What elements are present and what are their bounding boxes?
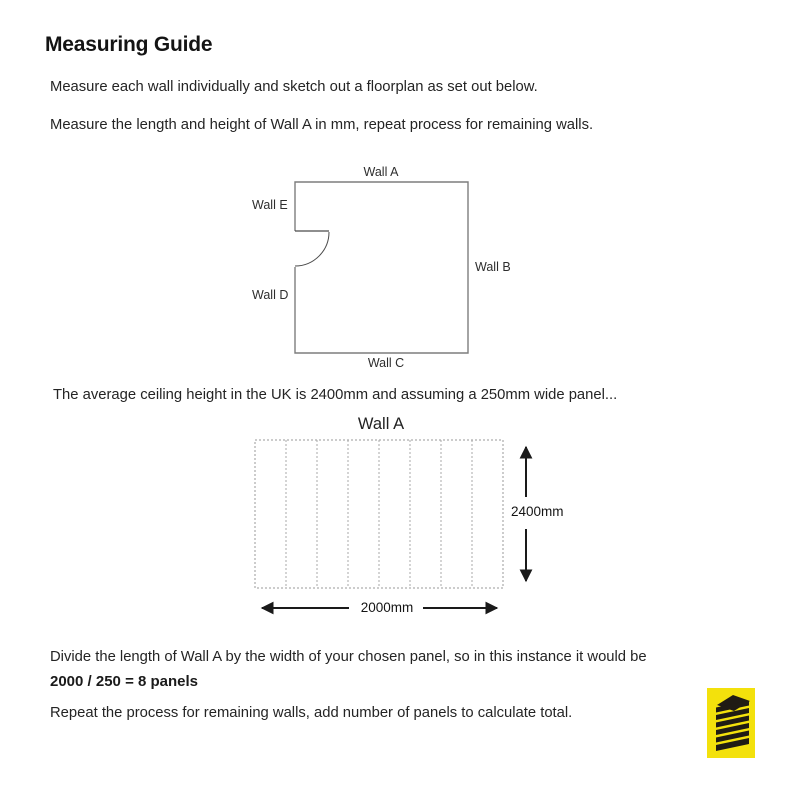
divide-formula: 2000 / 250 = 8 panels	[50, 673, 199, 690]
floorplan-label-wall-d: Wall D	[252, 288, 289, 302]
ceiling-note: The average ceiling height in the UK is 2400mm and assuming a 250mm wide panel...	[53, 387, 618, 403]
brand-logo	[707, 688, 755, 758]
door-swing-arc	[295, 232, 329, 266]
divide-instruction: Divide the length of Wall A by the width of your chosen panel, so in this instance it would be	[50, 649, 647, 665]
intro-line-1: Measure each wall individually and sketch out a floorplan as set out below.	[50, 79, 538, 95]
panel-diagram	[250, 435, 550, 625]
height-dimension-label: 2400mm	[511, 504, 564, 519]
stacked-panels-icon	[707, 688, 755, 758]
floorplan-label-wall-a: Wall A	[363, 165, 399, 179]
page-title	[45, 33, 212, 57]
panel-dividers	[286, 440, 472, 588]
floorplan-label-wall-b: Wall B	[475, 260, 511, 274]
intro-line-2: Measure the length and height of Wall A in mm, repeat process for remaining walls.	[50, 117, 594, 133]
page-title-text: Measuring Guide	[45, 33, 213, 56]
room-outline	[295, 182, 468, 353]
length-dimension-label: 2000mm	[360, 600, 414, 615]
floorplan-label-wall-c: Wall C	[367, 356, 405, 370]
panel-diagram-title: Wall A	[357, 415, 405, 433]
repeat-instruction: Repeat the process for remaining walls, add number of panels to calculate total.	[50, 705, 573, 721]
floorplan-label-wall-e: Wall E	[252, 198, 288, 212]
